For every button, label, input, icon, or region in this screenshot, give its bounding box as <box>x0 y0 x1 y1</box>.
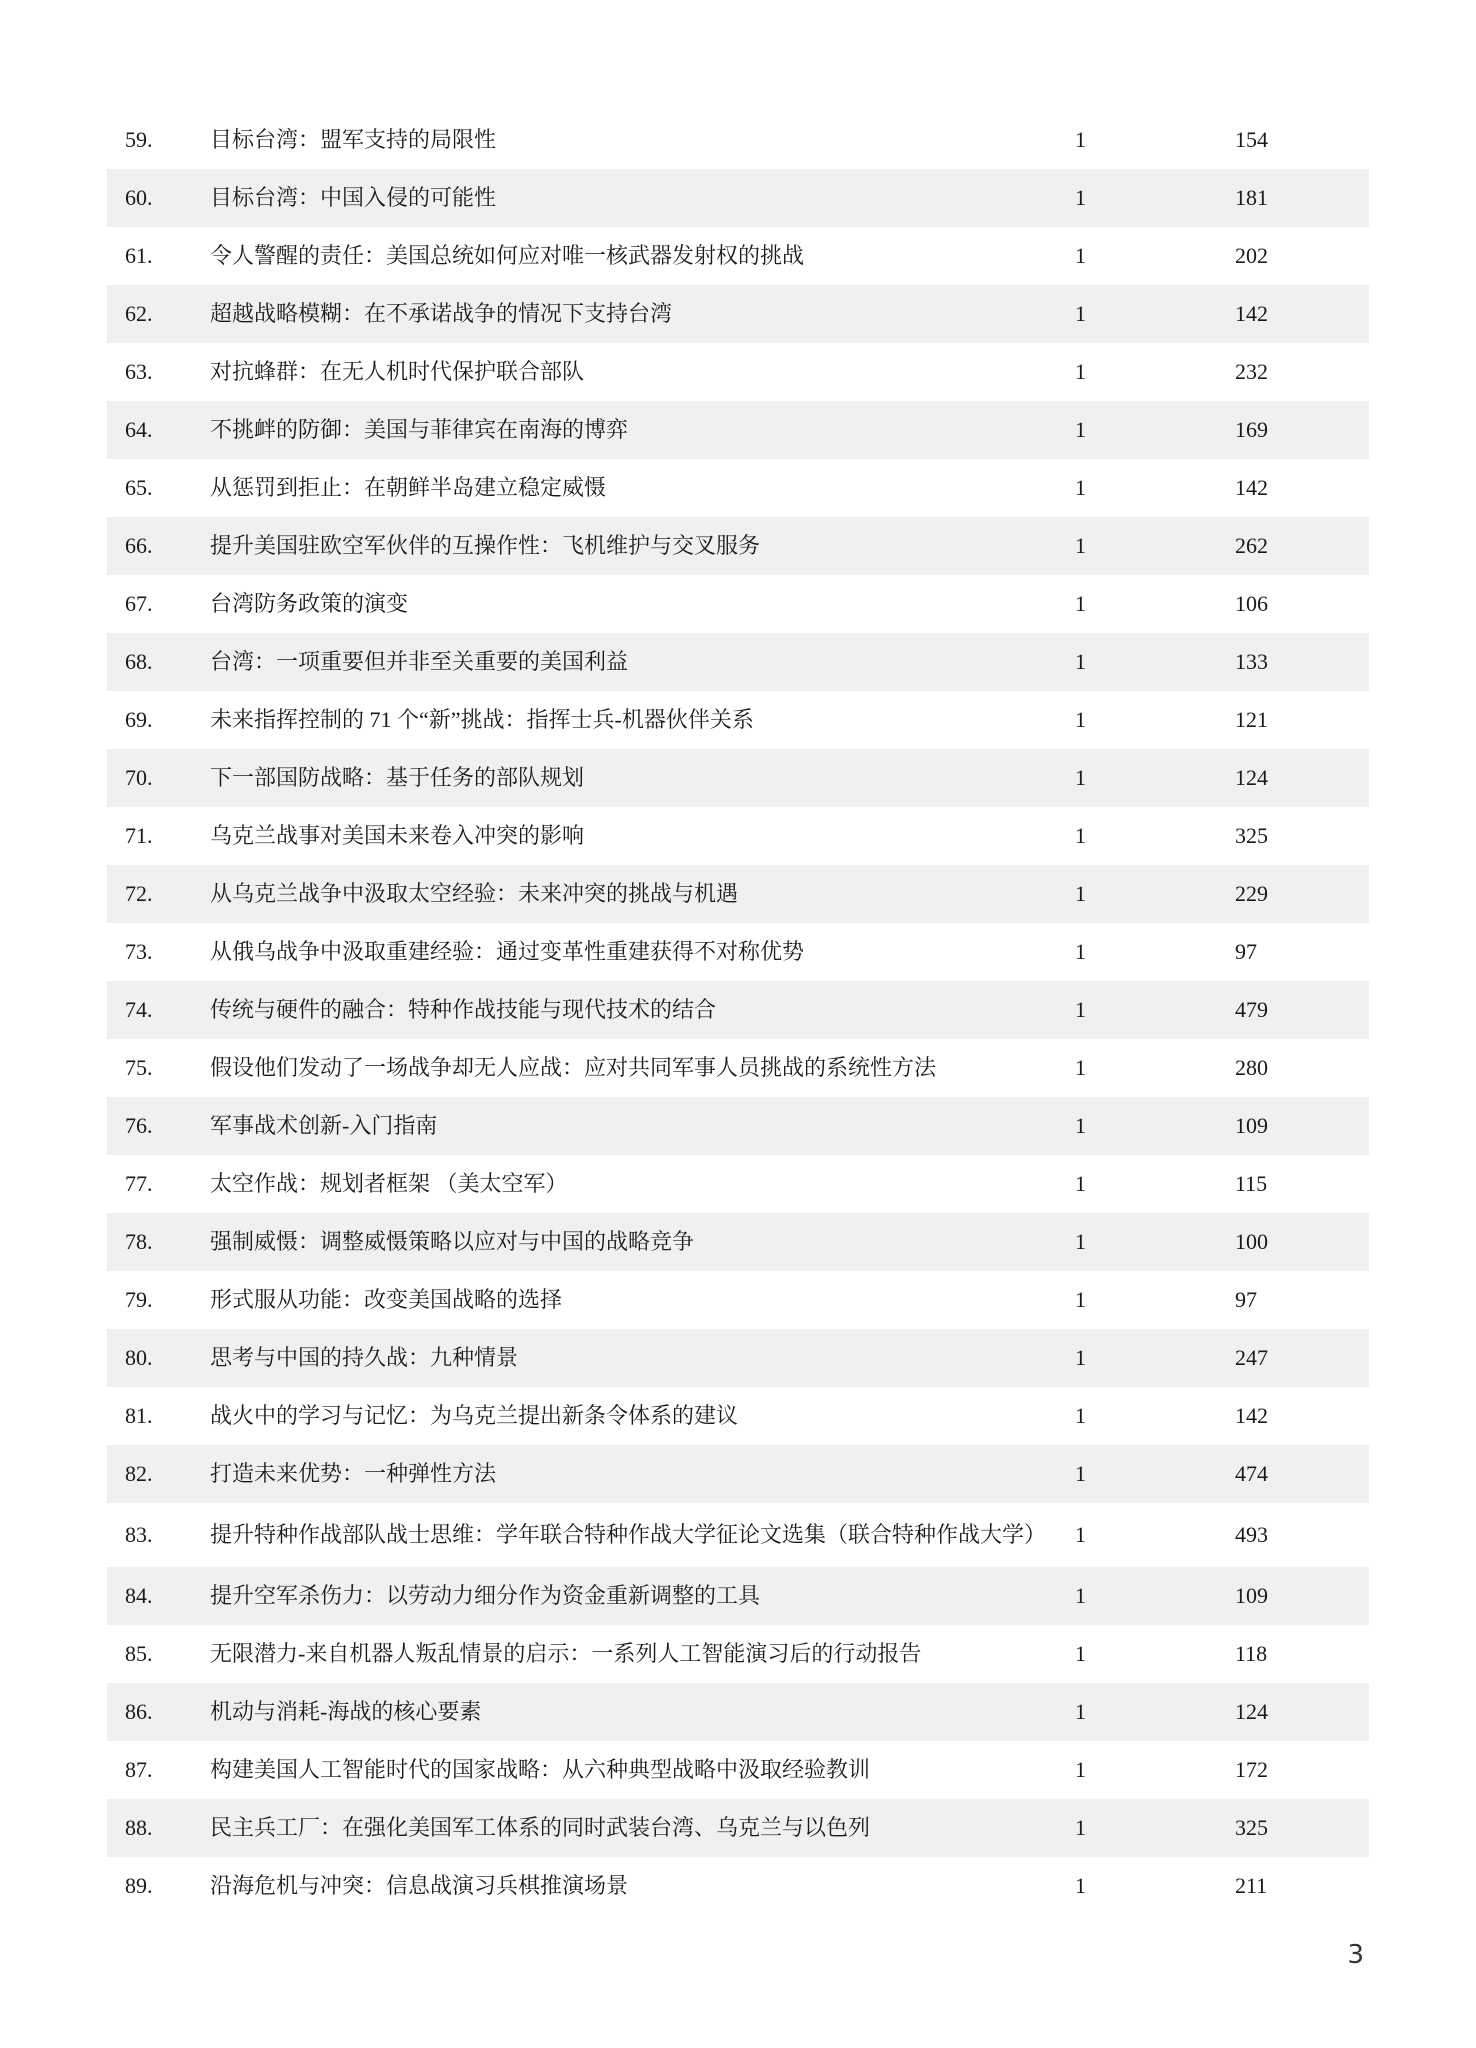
item-pages: 100 <box>1235 1229 1268 1254</box>
item-number: 81. <box>125 1403 153 1428</box>
item-quantity: 1 <box>1075 301 1086 326</box>
item-pages: 325 <box>1235 1815 1268 1840</box>
item-pages: 232 <box>1235 359 1268 384</box>
item-pages: 479 <box>1235 997 1268 1022</box>
item-title: 军事战术创新-入门指南 <box>210 1113 438 1138</box>
item-number: 88. <box>125 1815 153 1840</box>
table-row <box>107 1039 1369 1097</box>
item-quantity: 1 <box>1075 533 1086 558</box>
item-title: 强制威慑：调整威慑策略以应对与中国的战略竞争 <box>210 1229 695 1254</box>
item-title: 对抗蜂群：在无人机时代保护联合部队 <box>210 359 585 384</box>
item-quantity: 1 <box>1075 1403 1086 1428</box>
item-title: 目标台湾：中国入侵的可能性 <box>210 185 497 210</box>
table-row <box>107 401 1369 459</box>
item-quantity: 1 <box>1075 127 1086 152</box>
item-title: 台湾防务政策的演变 <box>210 591 409 616</box>
table-row <box>107 1271 1369 1329</box>
item-title: 乌克兰战事对美国未来卷入冲突的影响 <box>210 823 585 848</box>
item-number: 62. <box>125 301 153 326</box>
table-row <box>107 111 1369 169</box>
item-title: 无限潜力-来自机器人叛乱情景的启示：一系列人工智能演习后的行动报告 <box>210 1641 922 1666</box>
item-quantity: 1 <box>1075 707 1086 732</box>
table-row <box>107 1567 1369 1625</box>
item-number: 69. <box>125 707 153 732</box>
item-quantity: 1 <box>1075 997 1086 1022</box>
item-quantity: 1 <box>1075 591 1086 616</box>
item-quantity: 1 <box>1075 1229 1086 1254</box>
table-row <box>107 633 1369 691</box>
item-quantity: 1 <box>1075 1171 1086 1196</box>
item-number: 75. <box>125 1055 153 1080</box>
item-number: 63. <box>125 359 153 384</box>
table-body <box>107 111 1369 1915</box>
table-row <box>107 1683 1369 1741</box>
item-pages: 280 <box>1235 1055 1268 1080</box>
item-pages: 142 <box>1235 475 1268 500</box>
item-pages: 493 <box>1235 1522 1268 1547</box>
item-title: 打造未来优势：一种弹性方法 <box>210 1461 497 1486</box>
item-quantity: 1 <box>1075 1583 1086 1608</box>
item-title: 战火中的学习与记忆：为乌克兰提出新条令体系的建议 <box>210 1403 739 1428</box>
item-pages: 106 <box>1235 591 1268 616</box>
item-title: 未来指挥控制的 71 个“新”挑战：指挥士兵-机器伙伴关系 <box>210 707 754 732</box>
item-number: 71. <box>125 823 153 848</box>
item-pages: 115 <box>1235 1171 1268 1196</box>
item-number: 72. <box>125 881 153 906</box>
item-pages: 118 <box>1235 1641 1268 1666</box>
item-number: 73. <box>125 939 153 964</box>
item-pages: 121 <box>1235 707 1268 732</box>
table-row <box>107 981 1369 1039</box>
item-pages: 169 <box>1235 417 1268 442</box>
item-quantity: 1 <box>1075 359 1086 384</box>
table-row <box>107 1857 1369 1915</box>
item-pages: 474 <box>1235 1461 1268 1486</box>
item-title: 思考与中国的持久战：九种情景 <box>210 1345 519 1370</box>
item-number: 76. <box>125 1113 153 1138</box>
item-number: 83. <box>125 1522 153 1547</box>
item-quantity: 1 <box>1075 1815 1086 1840</box>
item-title: 目标台湾：盟军支持的局限性 <box>210 127 497 152</box>
item-pages: 181 <box>1235 185 1268 210</box>
table-row <box>107 343 1369 401</box>
catalog-table <box>107 111 1369 1915</box>
table-row <box>107 1213 1369 1271</box>
item-quantity: 1 <box>1075 1522 1086 1547</box>
item-title: 从俄乌战争中汲取重建经验：通过变革性重建获得不对称优势 <box>210 939 805 964</box>
item-quantity: 1 <box>1075 1113 1086 1138</box>
item-title: 太空作战：规划者框架 （美太空军） <box>210 1171 568 1196</box>
item-number: 78. <box>125 1229 153 1254</box>
item-pages: 229 <box>1235 881 1268 906</box>
table-row <box>107 459 1369 517</box>
table-row <box>107 807 1369 865</box>
table-row <box>107 1625 1369 1683</box>
item-quantity: 1 <box>1075 1699 1086 1724</box>
table-row <box>107 517 1369 575</box>
item-number: 64. <box>125 417 153 442</box>
item-quantity: 1 <box>1075 1641 1086 1666</box>
item-pages: 202 <box>1235 243 1268 268</box>
item-pages: 124 <box>1235 1699 1268 1724</box>
item-number: 74. <box>125 997 153 1022</box>
table-row <box>107 1445 1369 1503</box>
item-pages: 142 <box>1235 301 1268 326</box>
item-title: 从乌克兰战争中汲取太空经验：未来冲突的挑战与机遇 <box>210 881 739 906</box>
item-quantity: 1 <box>1075 1345 1086 1370</box>
item-pages: 124 <box>1235 765 1268 790</box>
table-row <box>107 169 1369 227</box>
table-row <box>107 865 1369 923</box>
item-title: 不挑衅的防御：美国与菲律宾在南海的博弈 <box>210 417 629 442</box>
item-number: 67. <box>125 591 153 616</box>
item-title: 民主兵工厂：在强化美国军工体系的同时武装台湾、乌克兰与以色列 <box>210 1815 871 1840</box>
item-number: 80. <box>125 1345 153 1370</box>
table-row <box>107 575 1369 633</box>
item-pages: 133 <box>1235 649 1268 674</box>
item-title: 提升空军杀伤力：以劳动力细分作为资金重新调整的工具 <box>210 1583 761 1608</box>
table-row <box>107 1329 1369 1387</box>
table-row <box>107 923 1369 981</box>
table-row <box>107 227 1369 285</box>
page-number: 3 <box>1347 1940 1364 1970</box>
table-row <box>107 691 1369 749</box>
item-quantity: 1 <box>1075 649 1086 674</box>
item-pages: 211 <box>1235 1873 1268 1898</box>
table-row <box>107 1387 1369 1445</box>
item-quantity: 1 <box>1075 1055 1086 1080</box>
item-title: 形式服从功能：改变美国战略的选择 <box>210 1287 563 1312</box>
table-row <box>107 1741 1369 1799</box>
item-title: 台湾：一项重要但并非至关重要的美国利益 <box>210 649 629 674</box>
item-pages: 97 <box>1235 1287 1257 1312</box>
table-row <box>107 1799 1369 1857</box>
item-number: 68. <box>125 649 153 674</box>
table-row <box>107 285 1369 343</box>
item-quantity: 1 <box>1075 765 1086 790</box>
item-pages: 262 <box>1235 533 1268 558</box>
table-row <box>107 749 1369 807</box>
item-number: 79. <box>125 1287 153 1312</box>
item-number: 60. <box>125 185 153 210</box>
item-title: 超越战略模糊：在不承诺战争的情况下支持台湾 <box>210 301 673 326</box>
item-quantity: 1 <box>1075 1461 1086 1486</box>
item-number: 87. <box>125 1757 153 1782</box>
table-row <box>107 1155 1369 1213</box>
item-title: 传统与硬件的融合：特种作战技能与现代技术的结合 <box>210 997 717 1022</box>
item-pages: 247 <box>1235 1345 1268 1370</box>
item-number: 77. <box>125 1171 153 1196</box>
item-number: 85. <box>125 1641 153 1666</box>
item-pages: 109 <box>1235 1583 1268 1608</box>
item-title: 假设他们发动了一场战争却无人应战：应对共同军事人员挑战的系统性方法 <box>210 1055 937 1080</box>
item-title: 机动与消耗-海战的核心要素 <box>210 1699 482 1724</box>
item-number: 84. <box>125 1583 153 1608</box>
item-number: 70. <box>125 765 153 790</box>
item-quantity: 1 <box>1075 1287 1086 1312</box>
item-number: 66. <box>125 533 153 558</box>
item-title: 沿海危机与冲突：信息战演习兵棋推演场景 <box>210 1873 629 1898</box>
item-quantity: 1 <box>1075 417 1086 442</box>
item-title: 提升美国驻欧空军伙伴的互操作性：飞机维护与交叉服务 <box>210 533 761 558</box>
item-quantity: 1 <box>1075 475 1086 500</box>
item-title: 下一部国防战略：基于任务的部队规划 <box>210 765 585 790</box>
item-quantity: 1 <box>1075 881 1086 906</box>
table-row <box>107 1097 1369 1155</box>
item-number: 61. <box>125 243 153 268</box>
item-quantity: 1 <box>1075 939 1086 964</box>
item-number: 82. <box>125 1461 153 1486</box>
item-number: 65. <box>125 475 153 500</box>
item-number: 89. <box>125 1873 153 1898</box>
item-pages: 325 <box>1235 823 1268 848</box>
item-number: 86. <box>125 1699 153 1724</box>
item-quantity: 1 <box>1075 243 1086 268</box>
item-quantity: 1 <box>1075 1757 1086 1782</box>
item-quantity: 1 <box>1075 823 1086 848</box>
item-pages: 142 <box>1235 1403 1268 1428</box>
item-title: 令人警醒的责任：美国总统如何应对唯一核武器发射权的挑战 <box>210 243 805 268</box>
item-pages: 154 <box>1235 127 1268 152</box>
item-pages: 109 <box>1235 1113 1268 1138</box>
item-quantity: 1 <box>1075 1873 1086 1898</box>
item-quantity: 1 <box>1075 185 1086 210</box>
table-row <box>107 1503 1369 1567</box>
item-pages: 97 <box>1235 939 1257 964</box>
item-title: 提升特种作战部队战士思维：学年联合特种作战大学征论文选集（联合特种作战大学） <box>210 1522 1047 1547</box>
item-pages: 172 <box>1235 1757 1268 1782</box>
item-number: 59. <box>125 127 153 152</box>
item-title: 从惩罚到拒止：在朝鲜半岛建立稳定威慑 <box>210 475 607 500</box>
item-title: 构建美国人工智能时代的国家战略：从六种典型战略中汲取经验教训 <box>210 1757 871 1782</box>
